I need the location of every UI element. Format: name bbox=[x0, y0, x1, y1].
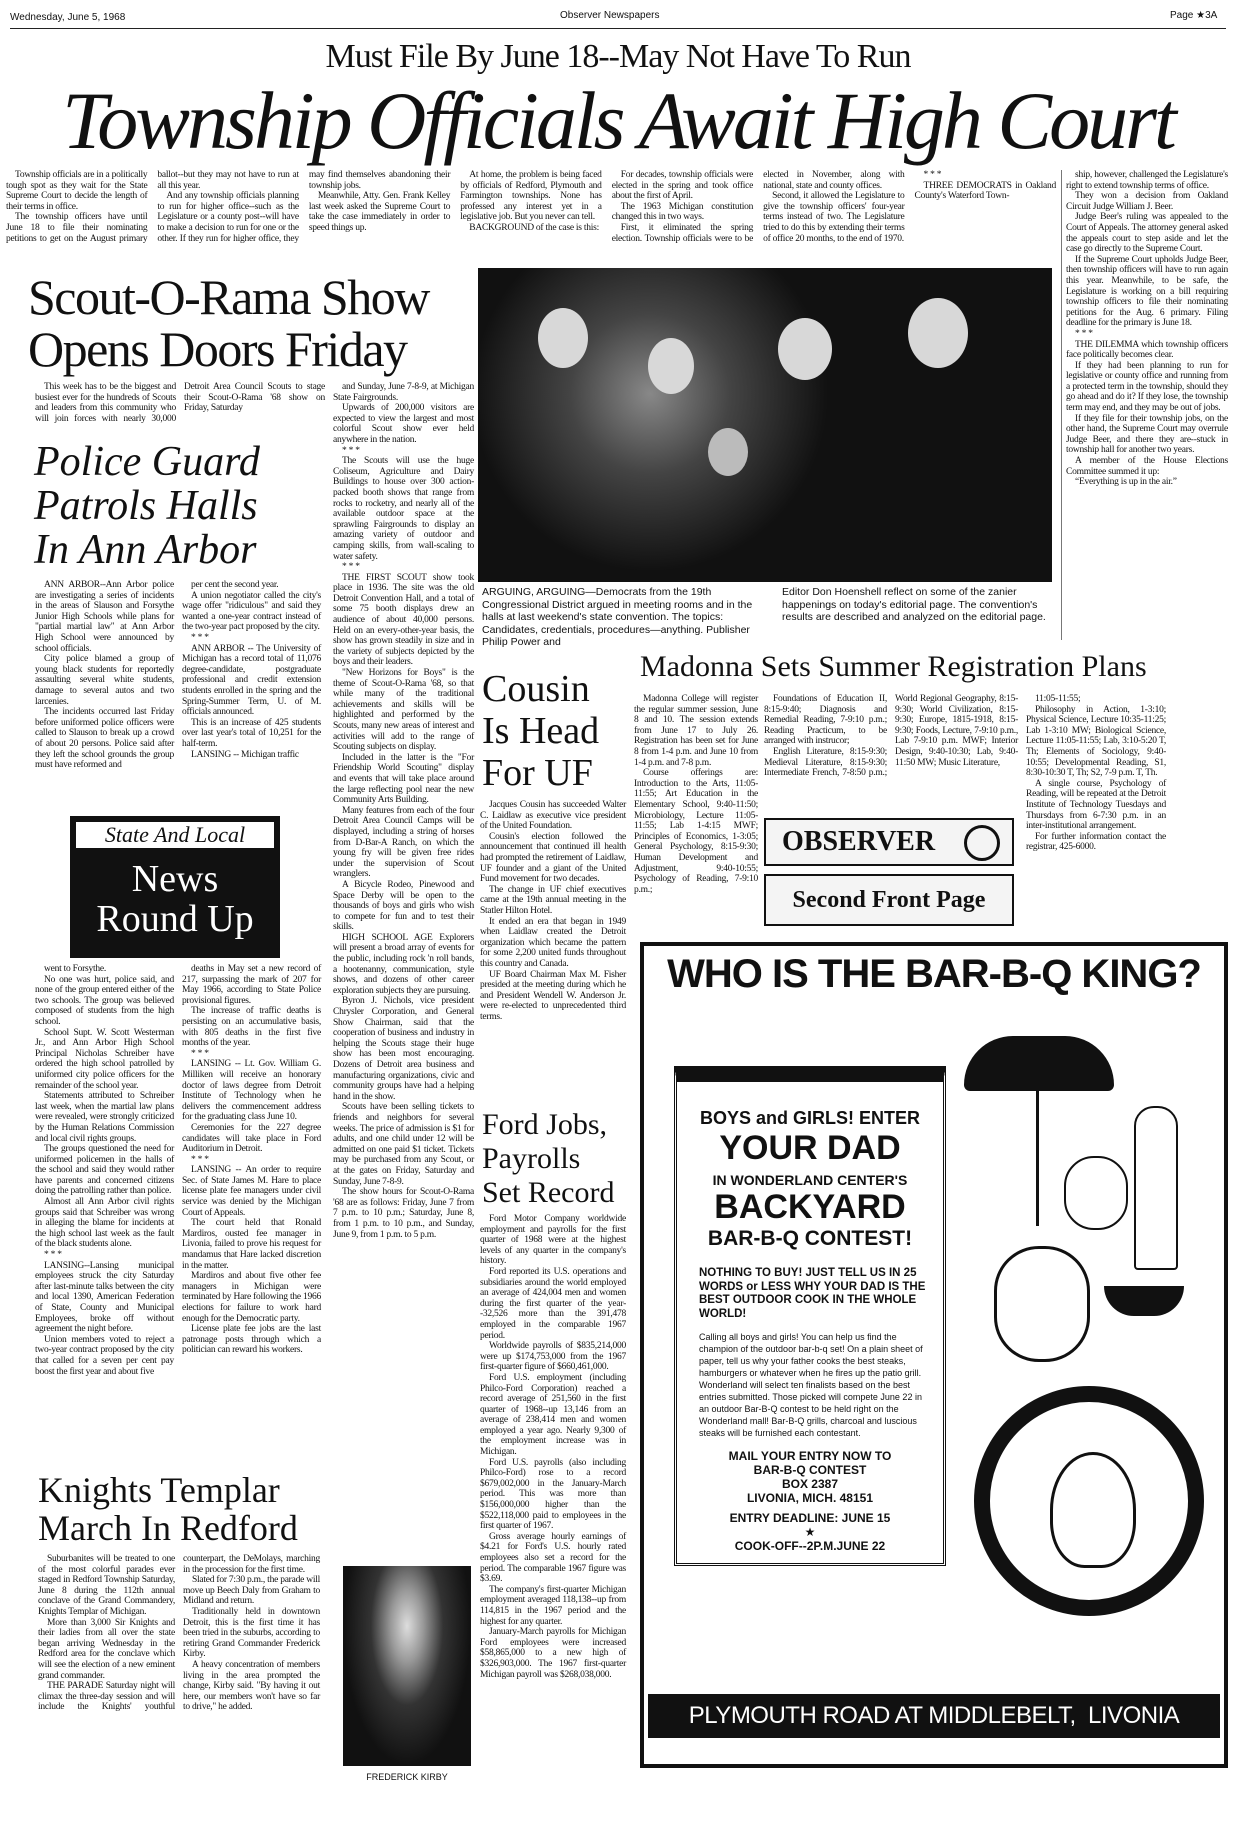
ford-headline-line: Set Record bbox=[482, 1176, 615, 1209]
paragraph: January-March payrolls for Michigan Ford employees were increased $58,865,000 to a new high of $326,903,000. The 1967 first-quarter Michigan payroll was $268,038,000. bbox=[480, 1627, 626, 1680]
paragraph: A union negotiator called the city's wage offer "ridiculous" and said they wanted a one-year contract instead of the two-year pact proposed by the city. bbox=[182, 590, 321, 633]
madonna-col23 bbox=[764, 694, 1018, 779]
paragraph: THE FIRST SCOUT show took place in 1936. The site was the old Detroit Convention Hall, and a total of some 75 booth displays drew an audience of about 40,000 persons. Held on an every-other-year basis, the show has grown steadily in size and in the variety of subjects depicted by the boys and their leaders. bbox=[333, 572, 474, 668]
roundup-body bbox=[35, 964, 321, 1377]
madonna-col1 bbox=[634, 694, 758, 895]
paragraph: Ford U.S. employment (including Philco-Ford Corporation) reached a record average of 251,560 in the first quarter of 1968--up 13,146 from an average of 238,414 men and women employed a year ago. Nearly 9,300 of the employment increase was in Michigan. bbox=[480, 1372, 626, 1458]
grill-icon bbox=[1104, 1286, 1184, 1316]
cousin-headline-line: Is Head bbox=[482, 710, 600, 752]
observer-box bbox=[764, 818, 1014, 866]
ad-panel bbox=[674, 1066, 946, 1566]
family-figure bbox=[1064, 1156, 1128, 1230]
scout-headline-2: Opens Doors Friday bbox=[28, 321, 407, 377]
ad-line5: BAR-B-Q CONTEST! bbox=[707, 1227, 913, 1250]
township-body-right bbox=[1066, 170, 1228, 488]
knights-body bbox=[38, 1554, 320, 1713]
paragraph: If they file for their township jobs, on the other hand, the Supreme Court may overrule Judge Beer, and there they are--stuck in township hall for another two years. bbox=[1066, 413, 1228, 456]
page-number: Page ★3A bbox=[1170, 10, 1218, 21]
paragraph: Union members voted to reject a two-year contract proposed by the city that called for a seven per cent pay boost the first year and about five bbox=[35, 1334, 174, 1377]
ad-line3: IN WONDERLAND CENTER'S bbox=[712, 1172, 908, 1188]
paragraph: The incidents occurred last Friday before uniformed police officers were called to Slauson to break up a crowd of about 20 persons. Police said after they left the school grounds the group must have reformed and bbox=[35, 707, 174, 771]
paragraph: * * * bbox=[191, 1154, 209, 1165]
rooster-icon bbox=[1050, 1452, 1136, 1568]
ad-line4: BACKYARD bbox=[714, 1188, 906, 1226]
paragraph: Ford U.S. payrolls (also including Philco-Ford) rose to a record $679,002,000 in the January-March period. This was more than $156,000,000 higher than the $522,118,000 paid to employees in the first quarter of 1967. bbox=[480, 1457, 626, 1532]
paragraph: School Supt. W. Scott Westerman Jr., and Ann Arbor High School Principal Nicholas Schreiber have ordered the high school patrolled by uniformed city police officers for the remainder of the school year. bbox=[35, 1027, 174, 1091]
paragraph: 11:05-11:55; bbox=[1035, 694, 1081, 704]
paragraph: * * * bbox=[44, 1250, 62, 1261]
paragraph: English Literature, 8:15-9:30; Medieval Literature, 8:15-9:30; Intermediate French, 7-8:50 p.m.; World Regional Geography, 8:15-9:30; World Civilization, 8:15-9:30; Europe, 1815-1918, 8:15-9:30; Foods, Lecture, 7-9:10 p.m., Lab 7-9:10 p.m. MWF; Interior Design, 9:40-10:30; Lab, 9:40-11:50 MW; Music Literature, bbox=[764, 694, 1018, 779]
police-headline-line: Patrols Halls bbox=[34, 483, 258, 529]
roundup-title-2: Round Up bbox=[96, 898, 254, 940]
paragraph: LANSING -- Lt. Gov. William G. Milliken will receive an honorary doctor of laws degree from Detroit Institute of Technology when he delivers the commencement address for the graduating class June 10. bbox=[182, 1059, 321, 1123]
ad-details: Calling all boys and girls! You can help us find the champion of the outdoor bar-b-q set! On a plain sheet of paper, tell us why your father cooks the best steaks, hamburgers or whatever when he fires up the patio grill. Wonderland will select ten finalists based on the best entries submitted. Those picked will compete June 22 in an outdoor Bar-B-Q contest to be held right on the Wonderland mall! Bar-B-Q grills, charcoal and luscious steaks will be furnished each contestant. bbox=[699, 1332, 923, 1438]
paragraph: * * * bbox=[342, 445, 360, 456]
paragraph: The Scouts will use the huge Coliseum, Agriculture and Dairy Buildings to house over 300 action-packed booth shows that range from rocks to rocketry, and nearly all of the available outdoor space at the sprawling Fairgrounds to display an amazing variety of outdoor and camping skills, from wall-scaling to water safety. bbox=[333, 456, 474, 562]
police-headline bbox=[34, 440, 260, 572]
paragraph: Jacques Cousin has succeeded Walter C. Laidlaw as executive vice president of the United Foundation. bbox=[480, 800, 626, 832]
paragraph: The township officers have until June 18 to file their nominating petitions to get on the August primary ballot--but they may not have to run at all this year. bbox=[6, 170, 299, 244]
ad-deadline: ENTRY DEADLINE: JUNE 15 bbox=[729, 1511, 891, 1525]
observer-label: OBSERVER bbox=[782, 826, 936, 857]
ford-headline-line: Payrolls bbox=[482, 1142, 581, 1175]
paragraph: Almost all Ann Arbor civil rights groups said that Schreiber was wrong in alleging the blame for incidents at the high school last week as the fault of the black students alone. bbox=[35, 1197, 174, 1250]
cousin-body bbox=[480, 800, 626, 1022]
roundup-title-1: News bbox=[131, 858, 219, 900]
paragraph: A member of the House Elections Committee summed it up: bbox=[1066, 456, 1228, 477]
bbq-illustration bbox=[954, 1026, 1214, 1366]
paragraph: First, it eliminated the spring election. Township officials were to be elected in November, along with national, state and county offices. bbox=[611, 170, 905, 244]
ad-footer-text: PLYMOUTH ROAD AT MIDDLEBELT, LIVONIA bbox=[688, 1702, 1180, 1729]
paragraph: Mardiros and about five other fee managers in Michigan were terminated by Hare following the 1966 elections for failure to work hard enough for the Democratic party. bbox=[182, 1271, 321, 1324]
paragraph: went to Forsythe. bbox=[44, 964, 106, 974]
convention-photo bbox=[478, 268, 1052, 582]
ad-address-line: BOX 2387 bbox=[781, 1477, 839, 1491]
paragraph: Scouts have been selling tickets to friends and neighbors for several weeks. The price of admission is $1 for adults, and one child under 12 will be admitted on one paid $1 ticket. Tickets may be purchased from any Scout, or at the gates on Friday, Saturday and Sunday, June 7-8-9. bbox=[333, 1102, 474, 1187]
paragraph: * * * bbox=[1075, 328, 1093, 339]
paragraph: For further information contact the registrar, 425-6000. bbox=[1026, 831, 1166, 853]
police-body bbox=[35, 580, 321, 771]
township-kicker: Must File By June 18--May Not Have To Run bbox=[325, 38, 911, 75]
paragraph: A Bicycle Rodeo, Pinewood and Space Derby will be open to the thousands of boys and girls who wish to compete for fun and to test their skills. bbox=[333, 879, 474, 933]
paragraph: per cent the second year. bbox=[191, 580, 279, 590]
paragraph: Cousin's election followed the announcement that continued ill health had prompted the retirement of Laidlaw, UF founder and a giant of the United Fund movement for two decades. bbox=[480, 831, 626, 885]
second-front-label: Second Front Page bbox=[792, 887, 986, 913]
madonna-headline: Madonna Sets Summer Registration Plans bbox=[640, 650, 1147, 683]
paragraph: Ford Motor Company worldwide employment and payrolls for the first quarter of 1968 were at the highest levels of any quarter in the company's history. bbox=[480, 1214, 626, 1267]
paragraph: BACKGROUND of the case is this: bbox=[469, 222, 599, 233]
observer-logo-icon bbox=[964, 825, 1000, 861]
paragraph: and Sunday, June 7-8-9, at Michigan State Fairgrounds. bbox=[333, 382, 474, 403]
paragraph: “Everything is up in the air.” bbox=[1075, 477, 1177, 488]
ad-line1: BOYS and GIRLS! ENTER bbox=[699, 1108, 921, 1128]
police-headline-line: In Ann Arbor bbox=[34, 527, 257, 573]
ad-headline: WHO IS THE BAR-B-Q KING? bbox=[667, 952, 1201, 996]
bbq-contest-ad bbox=[640, 942, 1228, 1768]
paragraph: More than 3,000 Sir Knights and their ladies from all over the state began arriving Wednesday in the Redford area for the conclave which will see the election of a new eminent grand commander. bbox=[38, 1617, 175, 1681]
paragraph: LANSING--Lansing municipal employees struck the city Saturday after last-minute talks between the city and local 1390, American Federation of State, County and Municipal Employees, broke off without agreement the night before. bbox=[35, 1260, 174, 1335]
paragraph: They won a decision from Oakland Circuit Judge William J. Beer. bbox=[1066, 191, 1228, 212]
paragraph: Included in the latter is the "For Friendship World Scouting" display and events that will take place around the large reflecting pool near the new Community Arts Building. bbox=[333, 752, 474, 806]
column-rule bbox=[1061, 170, 1062, 640]
paragraph: A heavy concentration of members living in the area prompted the change, Kirby said. "By having it out here, our members won't have so far to drive," he added. bbox=[183, 1659, 320, 1713]
roundup-label: State And Local bbox=[74, 820, 276, 850]
paragraph: Ceremonies for the 227 degree candidates will take place in Ford Auditorium in Detroit. bbox=[182, 1122, 321, 1155]
knights-headline-2: March In Redford bbox=[38, 1508, 298, 1548]
paragraph: THE DILEMMA which township officers face politically becomes clear. bbox=[1066, 339, 1228, 361]
ford-body bbox=[480, 1214, 626, 1680]
paragraph: deaths in May set a new record of 217, surpassing the mark of 207 for May 1966, according to State Police provisional figures. bbox=[182, 964, 321, 1006]
paragraph: License plate fee jobs are the last patronage posts through which a politician can reward his workers. bbox=[182, 1324, 321, 1356]
paragraph: Many features from each of the four Detroit Area Council Camps will be displayed, including a string of horses from D-Bar-A Ranch, on which the young fry will be given free rides under the supervision of Scout wranglers. bbox=[333, 805, 474, 880]
paragraph: Meanwhile, Atty. Gen. Frank Kelley last week asked the Supreme Court to take the case immediately in order to speed things up. bbox=[308, 191, 451, 233]
second-front-box bbox=[764, 874, 1014, 926]
paragraph: * * * bbox=[342, 562, 360, 573]
paragraph: City police blamed a group of young black students for reportedly assaulting several white students, damage to several autos and two larcenies. bbox=[35, 654, 174, 707]
paragraph: Township officials are in a politically tough spot as they wait for the State Supreme Court to decide the length of their terms in office. bbox=[6, 170, 148, 212]
cousin-headline-line: Cousin bbox=[482, 668, 590, 710]
paragraph: THE PARADE Saturday night will climax the three-day session and will include the Knights' youthful counterpart, the DeMolays, marching in the procession for the first time. bbox=[38, 1554, 320, 1713]
ad-cookoff: COOK-OFF--2P.M.JUNE 22 bbox=[734, 1539, 886, 1553]
star-icon: ★ bbox=[804, 1525, 816, 1539]
police-headline-line: Police Guard bbox=[34, 439, 260, 485]
paragraph: The increase of traffic deaths is persisting on an accumulative basis, with 805 deaths in the first five months of the year. bbox=[182, 1006, 321, 1049]
ford-headline bbox=[482, 1108, 614, 1210]
paragraph: * * * bbox=[191, 1048, 209, 1059]
scout-headline-1: Scout-O-Rama Show bbox=[28, 269, 429, 325]
photo-caption-left: ARGUING, ARGUING—Democrats from the 19th Congressional District argued in meeting rooms and in the halls at last weekend's state convention. The topics: Candidates, credentials, procedures—anything. Publisher Philip Power and bbox=[482, 586, 753, 648]
paragraph: And any township officials planning to run for higher office--such as the Legislature or a county post--will have to make a decision to run for one or the other. If they run for higher office, they may find themselves abandoning their township jobs. bbox=[157, 170, 451, 244]
paragraph: If the Supreme Court upholds Judge Beer, then township officers will have to run again this year. Meanwhile, to be safe, the Legislature is working on a bill requiring township officers to file their nominating petitions for the Aug. 6 primary. Filing deadline for the primary is June 18. bbox=[1066, 254, 1228, 329]
paragraph: LANSING -- An order to require Sec. of State James M. Hare to place license plate fee managers under civil service was denied by the Michigan Court of Appeals. bbox=[182, 1165, 321, 1218]
paragraph: Suburbanites will be treated to one of the most colorful parades ever staged in Redford Township Saturday, June 8 during the 112th annual conclave of the Grand Commandery, Knights Templar of Michigan. bbox=[38, 1554, 175, 1617]
paragraph: The groups questioned the need for uniformed policemen in the halls of the school and said they would rather have parents and concerned citizens doing the patrolling rather than police. bbox=[35, 1144, 174, 1197]
paragraph: Course offerings are: Introduction to the Arts, 11:05-11:55; Art Education in the Elementary School, 9:40-11:50; Microbiology, Lecture 11:05-11:55; Lab 1-4:15 MWF; Principles of Economics, 1-3:05; General Psychology, 8:15-9:30; Human Development and Adjustment, 9:40-10:55; Psychology of Reading, 7-9:10 p.m.; bbox=[634, 768, 758, 895]
scout-intro bbox=[35, 382, 325, 424]
paragraph: Traditionally held in downtown Detroit, this is the first time it has been tried in the suburbs, according to retiring Grand Commander Frederick Kirby. bbox=[183, 1606, 320, 1660]
masthead-rule bbox=[10, 28, 1226, 29]
paragraph: Ford reported its U.S. operations and subsidiaries around the world employed an average of 424,004 men and women during the first quarter of the year--32,526 more than the 391,478 employed in the comparable 1967 period. bbox=[480, 1266, 626, 1341]
paragraph: Madonna College will register the regular summer session, June 8 and 10. The session extends from June 17 to July 26. Registration has been set for June 8 from 1-4 p.m. and June 10 from 1-4 p.m. and 7-8 p.m. bbox=[634, 694, 758, 768]
paragraph: Philosophy in Action, 1-3:10; Physical Science, Lecture 10:35-11:25; Lab 1-3:10 MW; Biological Science, Lecture 11:05-11:55; Lab, 3:10-5:20 T, Th; Elements of Sociology, 9:40-10:55; Developmental Reading, S1, 8:30-10:30 T, Th; S2, 7-9 p.m. T, Th. bbox=[1026, 704, 1166, 779]
paragraph: THREE DEMOCRATS in Oakland County's Waterford Town- bbox=[914, 180, 1056, 202]
ad-address-line: BAR-B-Q CONTEST bbox=[753, 1463, 867, 1477]
dad-chef-figure bbox=[994, 1246, 1090, 1362]
township-headline: Township Officials Await High Court bbox=[62, 75, 1174, 166]
paragraph: The show hours for Scout-O-Rama '68 are as follows: Friday, June 7 from 7 p.m. to 10 p.m.; Saturday, June 8, from 1 p.m. to 10 p.m., and Sunday, June 9, from 1 p.m. to 5 p.m. bbox=[333, 1187, 474, 1240]
ad-footer bbox=[648, 1694, 1220, 1738]
paragraph: This is an increase of 425 students over last year's total of 10,251 for the half-term. bbox=[182, 717, 321, 749]
paragraph: At home, the problem is being faced by officials of Redford, Plymouth and Farmington townships. None has professed any interest yet in a legislative job. But you never can tell. bbox=[460, 170, 602, 223]
paragraph: Gross average hourly earnings of $4.21 for Ford's U.S. hourly rated employees also set a record for the period. The comparable 1967 figure was $3.69. bbox=[480, 1531, 626, 1585]
cousin-headline bbox=[482, 668, 599, 794]
paragraph: * * * bbox=[923, 170, 942, 180]
paragraph: The change in UF chief executives came at the 19th annual meeting in the Statler Hilton Hotel. bbox=[480, 884, 626, 916]
paragraph: The court held that Ronald Mardiros, ousted fee manager in Livonia, failed to prove his request for mandamus that Hare lacked discretion in the matter. bbox=[182, 1218, 321, 1271]
paragraph: Judge Beer's ruling was appealed to the Court of Appeals. The attorney general asked the appeals court to step aside and let the case go directly to the Supreme Court. bbox=[1066, 212, 1228, 255]
ad-pitch: NOTHING TO BUY! JUST TELL US IN 25 WORDS or LESS WHY YOUR DAD IS THE BEST OUTDOOR COOK IN THE WHOLE WORLD! bbox=[699, 1267, 926, 1320]
umbrella-icon bbox=[964, 1036, 1114, 1091]
paragraph: For decades, township officials were elected in the spring and took office about the first of April. bbox=[611, 170, 754, 202]
paragraph: Statements attributed to Schreiber last week, when the martial law plans were revealed, were strongly criticized by the Human Relations Commission and local civil rights groups. bbox=[35, 1091, 174, 1144]
paragraph: ANN ARBOR -- The University of Michigan has a record total of 11,076 degree-candidate, postgraduate professional and credit extension students enrolled in the spring and the Spring-Summer Term, U. of M. officials announced. bbox=[182, 643, 321, 718]
roundup-box bbox=[70, 816, 280, 958]
paragraph: ship, however, challenged the Legislature's right to extend township terms of office. bbox=[1066, 170, 1228, 191]
township-body bbox=[6, 170, 1056, 244]
paragraph: Foundations of Education II, 8:15-9:40; Diagnosis and Remedial Reading, 7-9:10 p.m.; Reading Practicum, to be arranged with instrucor; bbox=[764, 694, 887, 747]
knights-headline-1: Knights Templar bbox=[38, 1470, 280, 1510]
paragraph: Worldwide payrolls of $835,214,000 were up $174,753,000 from the 1967 first-quarter figure of $660,461,000. bbox=[480, 1341, 626, 1373]
paragraph: Upwards of 200,000 visitors are expected to view the largest and most colorful Scout show ever held anywhere in the nation. bbox=[333, 403, 474, 445]
ad-mail: MAIL YOUR ENTRY NOW TO bbox=[728, 1449, 892, 1463]
paragraph: Slated for 7:30 p.m., the parade will move up Beech Daly from Graham to Midland and return. bbox=[183, 1575, 320, 1607]
paragraph: * * * bbox=[191, 632, 209, 643]
masthead-date: Wednesday, June 5, 1968 bbox=[10, 12, 126, 23]
paragraph: The 1963 Michigan constitution changed this in two ways. bbox=[611, 201, 754, 223]
kirby-caption: FREDERICK KIRBY bbox=[366, 1772, 448, 1782]
paragraph: The company's first-quarter Michigan employment averaged 118,138--up from 114,815 in the 1967 period and the highest for any quarter. bbox=[480, 1584, 626, 1627]
paragraph: A single course, Psychology of Reading, will be repeated at the Detroit Institute of Technology Tuesdays and Thursdays from 6-7:30 p.m. in an inter-institutional arrangement. bbox=[1026, 778, 1166, 832]
paragraph: Second, it allowed the Legislature to give the township officers' four-year terms instead of two. The Legislature tried to do this by extending their terms of office 20 months, to the end of 1970. bbox=[763, 191, 905, 244]
paragraph: This week has to be the biggest and busiest ever for the hundreds of Scouts and leaders from this community who will join forces with nearly 30,000 Detroit Area Council Scouts to stage their Scout-O-Rama '68 show on Friday, Saturday bbox=[35, 382, 325, 424]
paragraph: "New Horizons for Boys" is the theme of Scout-O-Rama '68, so that while many of the traditional achievements and skills will be highlighted and performed by the Scouts, many new areas of interest and activities will add to the range of Scouting subjects on display. bbox=[333, 668, 474, 753]
cousin-headline-line: For UF bbox=[482, 752, 593, 794]
kirby-photo bbox=[343, 1566, 471, 1766]
madonna-col4 bbox=[1026, 694, 1166, 853]
paragraph: It ended an era that began in 1949 when Laidlaw created the Detroit organization which became the pattern for some 2,200 united funds throughout this country and Canada. bbox=[480, 916, 626, 969]
photo-caption-right: Editor Don Hoenshell reflect on some of the zanier happenings on today's editorial page. The convention's results are described and analyzed on the editorial page. bbox=[782, 586, 1046, 623]
paragraph: LANSING -- Michigan traffic bbox=[191, 749, 299, 760]
paragraph: If they had been planning to run for legislative or county office and running from a protected term in the township, should they go ahead and do it? If they lose, the township term may end, and they may be out of jobs. bbox=[1066, 360, 1228, 414]
family-figure bbox=[1134, 1106, 1178, 1270]
paragraph: No one was hurt, police said, and none of the group entered either of the two schools. The group was believed composed of students from the high school. bbox=[35, 974, 174, 1027]
paragraph: ANN ARBOR--Ann Arbor police are investigating a series of incidents in the areas of Slauson and Forsythe Junior High Schools while plans for "partial martial law" at Ann Arbor High School were announced by school officials. bbox=[35, 580, 174, 654]
paragraph: Byron J. Nichols, vice president Chrysler Corporation, and General Show Chairman, said that the cooperation of business and industry in helping the Scouts stage their huge show has been most encouraging. Dozens of Detroit area business and manufacturing organizations, civic and community groups have had a helping hand in the show. bbox=[333, 996, 474, 1102]
scout-body bbox=[333, 382, 474, 1240]
ad-address-line: LIVONIA, MICH. 48151 bbox=[746, 1491, 874, 1505]
ford-headline-line: Ford Jobs, bbox=[482, 1108, 608, 1141]
paragraph: HIGH SCHOOL AGE Explorers will present a broad array of events for the public, including rock 'n roll bands, a hootenanny, communication, style shows, and dozens of other career exploration subjects they are pursuing. bbox=[333, 932, 474, 996]
masthead-publication: Observer Newspapers bbox=[560, 10, 660, 21]
wonderland-logo bbox=[974, 1386, 1204, 1616]
ad-line2: YOUR DAD bbox=[719, 1129, 901, 1167]
paragraph: UF Board Chairman Max M. Fisher presided at the meeting during which he and President Wendell W. Anderson Jr. were re-elected to unprecedented third terms. bbox=[480, 969, 626, 1022]
